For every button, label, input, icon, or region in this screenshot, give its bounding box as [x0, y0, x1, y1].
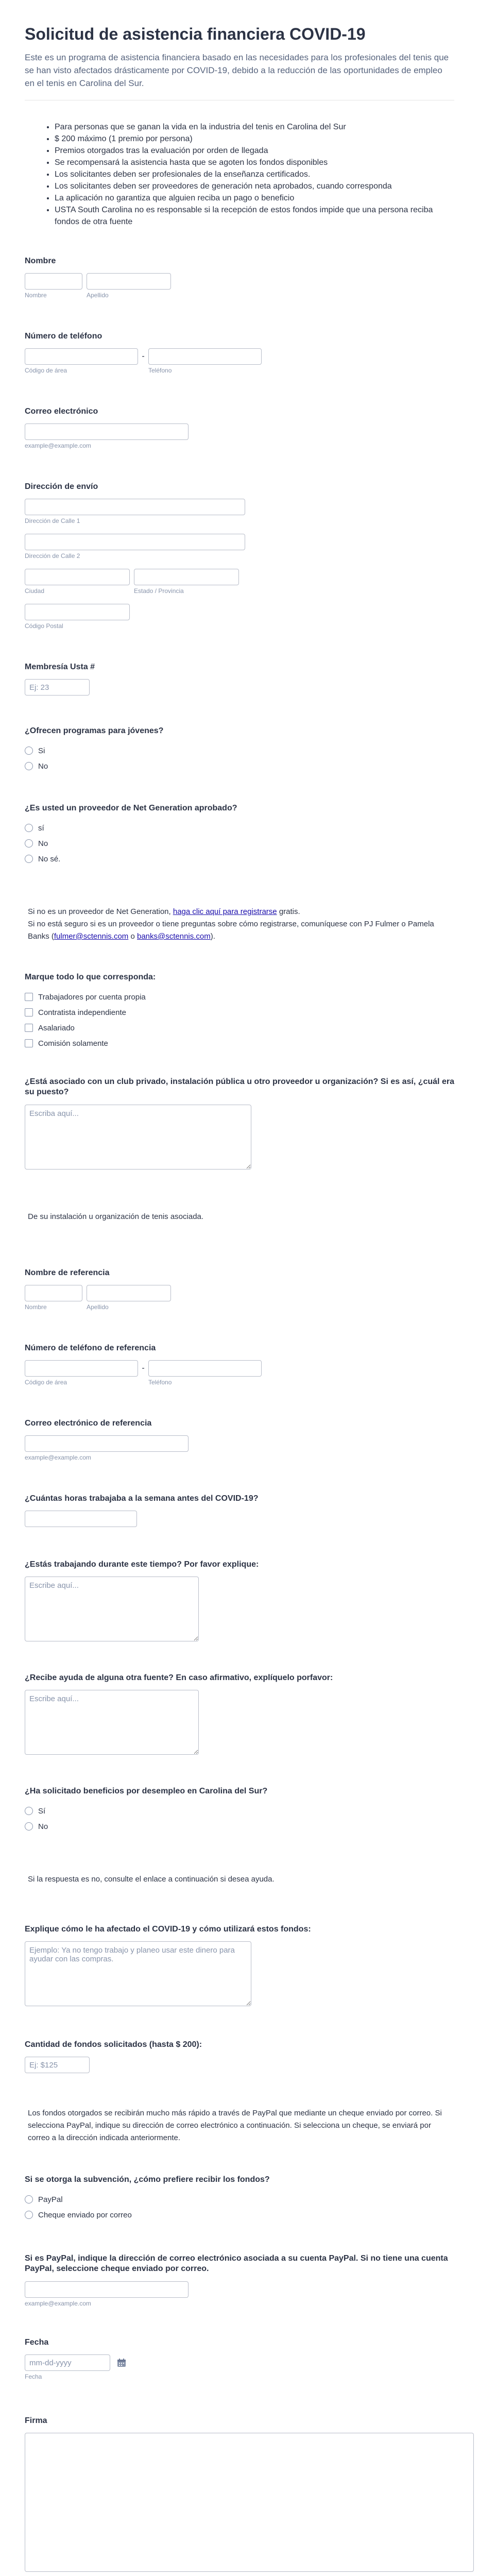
state-sublabel: Estado / Provincia: [134, 587, 184, 595]
last-name-sublabel: Apellido: [87, 292, 109, 299]
register-link[interactable]: haga clic aquí para registrarse: [173, 907, 277, 916]
work-type-option[interactable]: Asalariado: [25, 1020, 454, 1036]
zip-sublabel: Código Postal: [25, 622, 63, 630]
amount-field: [25, 2040, 454, 2073]
area-code-input[interactable]: [25, 348, 138, 365]
ref-phone-label: Número de teléfono de referencia: [25, 1344, 156, 1352]
work-type-option[interactable]: Contratista independiente: [25, 1005, 454, 1020]
street2-input[interactable]: [25, 534, 245, 550]
payment-option-paypal[interactable]: PayPal: [25, 2192, 454, 2207]
list-item: • Los solicitantes deben ser proveedores de generación neta aprobados, cuando corresponda: [55, 180, 454, 192]
working-now-label: ¿Estás trabajando durante este tiempo? Por favor explique:: [25, 1560, 259, 1569]
radio-button[interactable]: [25, 2195, 33, 2204]
ref-area-code-sublabel: Código de área: [25, 1379, 67, 1386]
calendar-icon[interactable]: [116, 2358, 127, 2368]
radio-button[interactable]: [25, 747, 33, 755]
club-label: ¿Está asociado con un club privado, instalación pública u otro proveedor u organización? Si es así, ¿cuál era su puesto?: [25, 1077, 454, 1096]
radio-button[interactable]: [25, 762, 33, 770]
club-textarea[interactable]: [25, 1105, 251, 1170]
list-item: • Para personas que se ganan la vida en la industria del tenis en Carolina del Sur: [55, 121, 454, 133]
last-name-input[interactable]: [87, 273, 171, 290]
hours-field: [25, 1494, 454, 1527]
name-field: [25, 257, 454, 299]
address-field: [25, 482, 454, 630]
form-header: [25, 0, 454, 100]
other-help-textarea[interactable]: [25, 1690, 199, 1755]
unemployment-field: [25, 1787, 454, 1834]
address-label: Dirección de envío: [25, 482, 98, 491]
club-field: [25, 1077, 454, 1170]
city-sublabel: Ciudad: [25, 587, 45, 595]
paypal-email-label: Si es PayPal, indique la dirección de correo electrónico asociada a su cuenta PayPal. Si no tiene una cuenta PayPal, seleccione cheque enviado por correo.: [25, 2254, 448, 2273]
checkbox[interactable]: [25, 1024, 33, 1032]
checkbox[interactable]: [25, 1008, 33, 1016]
checkbox[interactable]: [25, 993, 33, 1001]
unemployment-label: ¿Ha solicitado beneficios por desempleo en Carolina del Sur?: [25, 1787, 268, 1795]
list-item: • Premios otorgados tras la evaluación por orden de llegada: [55, 145, 454, 157]
youth-programs-field: [25, 726, 454, 774]
membership-label: Membresía Usta #: [25, 663, 95, 671]
city-input[interactable]: [25, 569, 130, 585]
ref-phone-dash: -: [142, 1364, 145, 1372]
first-name-sublabel: Nombre: [25, 292, 47, 299]
other-help-label: ¿Recibe ayuda de alguna otra fuente? En caso afirmativo, explíquelo porfavor:: [25, 1673, 333, 1682]
signature-field: [25, 2416, 454, 2572]
email-label: Correo electrónico: [25, 407, 98, 416]
area-code-sublabel: Código de área: [25, 367, 67, 374]
netgen-field: [25, 804, 454, 867]
checkbox[interactable]: [25, 1039, 33, 1047]
email-sublabel: example@example.com: [25, 442, 91, 449]
eligibility-list: [25, 121, 454, 228]
ref-phone-sublabel: Teléfono: [148, 1379, 172, 1386]
list-item: • La aplicación no garantiza que alguien reciba un pago o beneficio: [55, 192, 454, 204]
impact-field: [25, 1925, 454, 2006]
hours-label: ¿Cuántas horas trabajaba a la semana antes del COVID-19?: [25, 1494, 259, 1503]
netgen-label: ¿Es usted un proveedor de Net Generation aprobado?: [25, 804, 237, 812]
payment-field: [25, 2175, 454, 2223]
form-description: Este es un programa de asistencia financiera basado en las necesidades para los profesionales del tenis que se han visto afectados drásticamente por COVID-19, debido a la reducción de las oportunidades de empleo en el tenis en Carolina del Sur.: [25, 53, 449, 88]
ref-email-label: Correo electrónico de referencia: [25, 1419, 152, 1428]
club-note: De su instalación u organización de tenis asociada.: [28, 1212, 204, 1221]
netgen-option-yes[interactable]: sí: [25, 820, 454, 836]
ref-last-name-input[interactable]: [87, 1285, 171, 1301]
radio-button[interactable]: [25, 2211, 33, 2219]
ref-area-code-input[interactable]: [25, 1360, 138, 1377]
email-link-fulmer[interactable]: fulmer@sctennis.com: [54, 932, 129, 941]
ref-phone-input[interactable]: [148, 1360, 262, 1377]
work-type-option[interactable]: Comisión solamente: [25, 1036, 454, 1051]
ref-name-label: Nombre de referencia: [25, 1268, 110, 1277]
youth-option-yes[interactable]: Si: [25, 743, 454, 758]
ref-first-name-sublabel: Nombre: [25, 1303, 47, 1311]
form-title: Solicitud de asistencia financiera COVID-19: [25, 25, 366, 43]
netgen-option-unsure[interactable]: No sé.: [25, 851, 454, 867]
paypal-email-input[interactable]: [25, 2281, 189, 2298]
working-now-field: [25, 1560, 454, 1641]
first-name-input[interactable]: [25, 273, 82, 290]
netgen-info: Si no es un proveedor de Net Generation, haga clic aquí para registrarse gratis. Si no está seguro si es un proveedor o tiene preguntas sobre cómo registrarse, comuníquese con PJ Fulmer o Pamela Banks (fulmer@sctennis.com o banks@sctennis.com).: [28, 907, 434, 941]
youth-programs-label: ¿Ofrecen programas para jóvenes?: [25, 726, 164, 735]
radio-button[interactable]: [25, 839, 33, 848]
hours-input[interactable]: [25, 1511, 137, 1527]
youth-option-no[interactable]: No: [25, 758, 454, 774]
name-label: Nombre: [25, 257, 56, 265]
membership-field: [25, 663, 454, 696]
phone-input[interactable]: [148, 348, 262, 365]
payment-option-check[interactable]: Cheque enviado por correo: [25, 2207, 454, 2223]
email-input[interactable]: [25, 423, 189, 440]
payment-label: Si se otorga la subvención, ¿cómo prefiere recibir los fondos?: [25, 2175, 270, 2184]
phone-dash: -: [142, 352, 145, 361]
unemployment-option-no[interactable]: No: [25, 1819, 454, 1834]
working-now-textarea[interactable]: [25, 1577, 199, 1641]
phone-sublabel: Teléfono: [148, 367, 172, 374]
payment-note: Los fondos otorgados se recibirán mucho más rápido a través de PayPal que mediante un cheque enviado por correo. Si selecciona PayPal, indique su dirección de correo electrónico a continuación. Si selecciona un cheque, se enviará por correo a la dirección indicada anteriormente.: [28, 2109, 442, 2142]
work-type-option[interactable]: Trabajadores por cuenta propia: [25, 989, 454, 1005]
radio-button[interactable]: [25, 1822, 33, 1831]
unemployment-option-yes[interactable]: Sí: [25, 1803, 454, 1819]
ref-first-name-input[interactable]: [25, 1285, 82, 1301]
paypal-email-sublabel: example@example.com: [25, 2300, 91, 2307]
zip-input[interactable]: [25, 604, 130, 620]
street1-input[interactable]: [25, 499, 245, 515]
ref-phone-field: [25, 1344, 454, 1386]
radio-button[interactable]: [25, 824, 33, 832]
ref-email-sublabel: example@example.com: [25, 1454, 91, 1461]
state-input[interactable]: [134, 569, 239, 585]
netgen-option-no[interactable]: No: [25, 836, 454, 851]
phone-field: [25, 332, 454, 374]
ref-email-input[interactable]: [25, 1435, 189, 1452]
unemployment-note: Si la respuesta es no, consulte el enlace a continuación si desea ayuda.: [28, 1875, 275, 1884]
ref-last-name-sublabel: Apellido: [87, 1303, 109, 1311]
list-item: • USTA South Carolina no es responsable si la recepción de estos fondos impide que una persona reciba fondos de otra fuente: [55, 204, 454, 228]
date-input[interactable]: [25, 2354, 110, 2371]
paypal-email-field: [25, 2253, 454, 2307]
amount-label: Cantidad de fondos solicitados (hasta $ 200):: [25, 2040, 202, 2049]
ref-email-field: [25, 1419, 454, 1461]
street2-sublabel: Dirección de Calle 2: [25, 552, 80, 560]
membership-input[interactable]: [25, 679, 90, 696]
ref-name-field: [25, 1268, 454, 1311]
list-item: • Los solicitantes deben ser profesionales de la enseñanza certificados.: [55, 168, 454, 180]
list-item: • Se recompensará la asistencia hasta que se agoten los fondos disponibles: [55, 157, 454, 168]
email-link-banks[interactable]: banks@sctennis.com: [136, 932, 211, 941]
signature-label: Firma: [25, 2416, 47, 2425]
email-field: [25, 407, 454, 449]
list-item: • $ 200 máximo (1 premio por persona): [55, 133, 454, 145]
amount-input[interactable]: [25, 2057, 90, 2073]
work-type-field: [25, 973, 454, 1051]
other-help-field: [25, 1673, 454, 1755]
impact-textarea[interactable]: [25, 1941, 251, 2006]
impact-label: Explique cómo le ha afectado el COVID-19 y cómo utilizará estos fondos:: [25, 1925, 311, 1934]
signature-pad[interactable]: [25, 2433, 474, 2572]
date-field: [25, 2338, 454, 2380]
work-type-label: Marque todo lo que corresponda:: [25, 973, 156, 981]
date-label: Fecha: [25, 2338, 49, 2347]
date-sublabel: Fecha: [25, 2373, 42, 2380]
radio-button[interactable]: [25, 855, 33, 863]
radio-button[interactable]: [25, 1807, 33, 1815]
phone-label: Número de teléfono: [25, 332, 102, 341]
street1-sublabel: Dirección de Calle 1: [25, 517, 80, 524]
